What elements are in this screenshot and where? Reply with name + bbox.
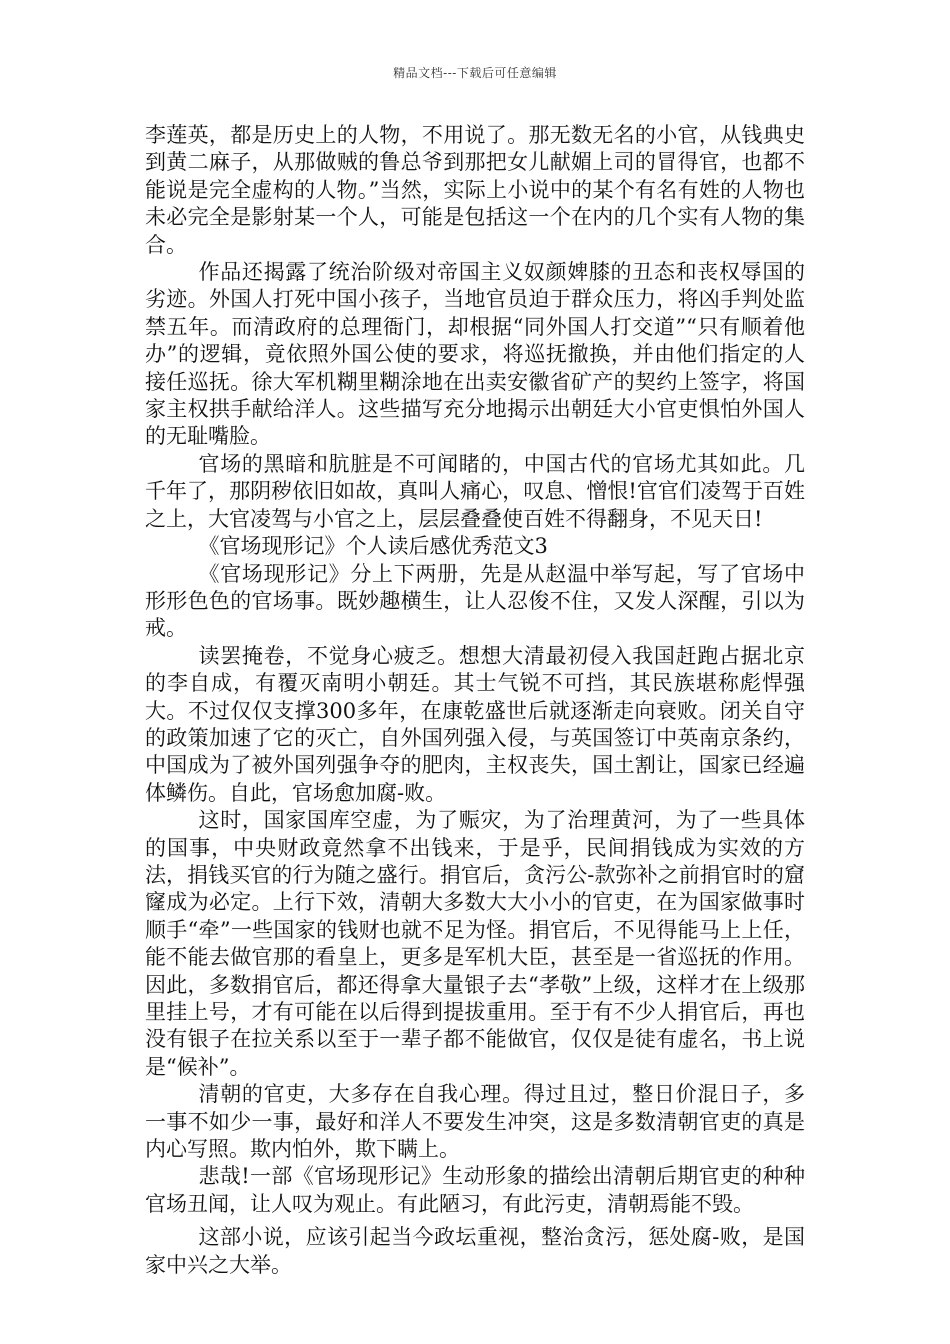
paragraph-book-intro: 《官场现形记》分上下两册，先是从赵温中举写起，写了官场中形形色色的官场事。既妙趣横生，让人忍俊不住，又发人深醒，引以为戒。	[145, 561, 805, 641]
section-heading: 《官场现形记》个人读后感优秀范文3	[198, 534, 548, 559]
paragraph-buying-office: 这时，国家国库空虚，为了赈灾，为了治理黄河，为了一些具体的国事，中央财政竟然拿不出钱来，于是乎，民间捐钱成为实效的方法，捐钱买官的行为随之盛行。捐官后，贪污公-款弥补之前捐官时的窟窿成为必定。上行下效，清朝大多数大大小小的官吏，在为国家做事时顺手“牵”一些国家的钱财也就不足为怪。捐官后，不见得能马上上任，能不能去做官那的看皇上，更多是军机大臣，甚至是一省巡抚的作用。因此，多数捐官后，都还得拿大量银子去“孝敬”上级，这样才在上级那里挂上号，才有可能在以后得到提拔重用。至于有不少人捐官后，再也没有银子在拉关系以至于一辈子都不能做官，仅仅是徒有虚名，书上说是“候补”。	[145, 808, 805, 1079]
paragraph-diplomacy: 作品还揭露了统治阶级对帝国主义奴颜婢膝的丑态和丧权辱国的劣迹。外国人打死中国小孩子，当地官员迫于群众压力，将凶手判处监禁五年。而清政府的总理衙门，却根据“同外国人打交道”“只有顺着他办”的逻辑，竟依照外国公使的要求，将巡抚撤换，并由他们指定的人接任巡抚。徐大军机糊里糊涂地在出卖安徽省矿产的契约上签字，将国家主权拱手献给洋人。这些描写充分地揭示出朝廷大小官吏惧怕外国人的无耻嘴脸。	[145, 260, 805, 449]
paragraph-continuation: 李莲英，都是历史上的人物，不用说了。那无数无名的小官，从钱典史到黄二麻子，从那做贼的鲁总爷到那把女儿献媚上司的冒得官，也都不能说是完全虚构的人物。”当然，实际上小说中的某个有名有姓的人物也未必完全是影射某一个人，可能是包括这一个在内的几个实有人物的集合。	[145, 123, 805, 257]
paragraph-officialdom-darkness: 官场的黑暗和肮脏是不可闻睹的，中国古代的官场尤其如此。几千年了，那阴秽依旧如故，真叫人痛心，叹息、憎恨!官官们凌驾于百姓之上，大官凌驾与小官之上，层层叠叠使百姓不得翻身，不见天日!	[145, 451, 805, 531]
paragraph-conclusion: 这部小说，应该引起当今政坛重视，整治贪污，惩处腐-败，是国家中兴之大举。	[145, 1225, 805, 1277]
page-header: 精品文档---下载后可任意编辑	[393, 66, 557, 80]
paragraph-lament: 悲哉!一部《官场现形记》生动形象的描绘出清朝后期官吏的种种官场丑闻，让人叹为观止。有此陋习，有此污吏，清朝焉能不毁。	[145, 1164, 805, 1216]
document-body	[145, 122, 805, 1279]
paragraph-official-mentality: 清朝的官吏，大多存在自我心理。得过且过，整日价混日子，多一事不如少一事，最好和洋人不要发生冲突，这是多数清朝官吏的真是内心写照。欺内怕外，欺下瞒上。	[145, 1082, 805, 1162]
paragraph-qing-decline: 读罢掩卷，不觉身心疲乏。想想大清最初侵入我国赶跑占据北京的李自成，有覆灭南明小朝廷。其士气锐不可挡，其民族堪称彪悍强大。不过仅仅支撑300多年，在康乾盛世后就逐渐走向衰败。闭关自守的政策加速了它的灭亡，自外国列强入侵，与英国签订中英南京条约，中国成为了被外国列强争夺的肥肉，主权丧失，国土割让，国家已经遍体鳞伤。自此，官场愈加腐-败。	[145, 643, 805, 805]
